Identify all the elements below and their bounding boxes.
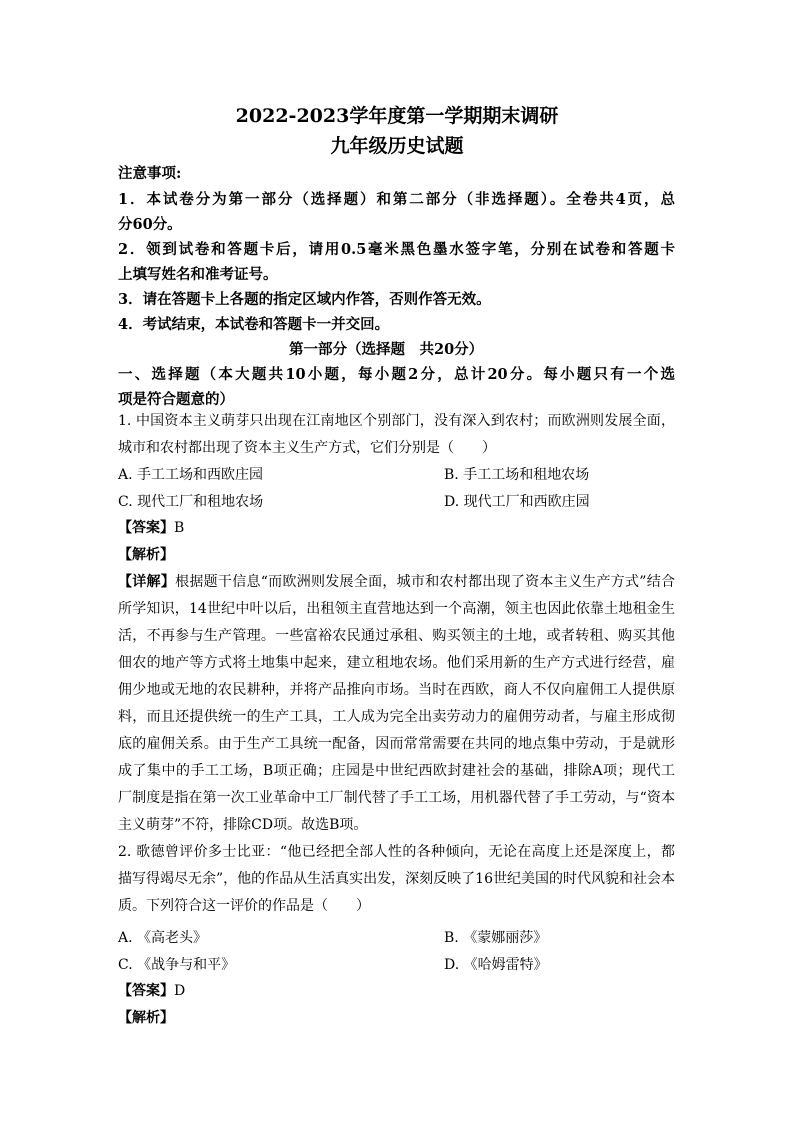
q2-option-c: C. 《战争与和平》: [118, 957, 236, 973]
q1-option-d: D. 现代工厂和西欧庄园: [444, 494, 590, 510]
q2-stem-line: 2. 歌德曾评价多士比亚：“他已经把全部人性的各种倾向，无论在高度上还是深度上，都: [118, 844, 675, 860]
detail-text: 根据题干信息“而欧洲则发展全面，城市和农村都出现了资本主义生产方式”结合: [175, 574, 676, 590]
q1-analysis-tag: 【解析】: [118, 547, 174, 563]
answer-value: D: [174, 983, 186, 999]
notice-line: 4．考试结束，本试卷和答题卡一并交回。: [118, 316, 390, 333]
notice-line: 1．本试卷分为第一部分（选择题）和第二部分（非选择题）。全卷共4页，总: [118, 191, 675, 208]
notice-line: 上填写姓名和准考证号。: [118, 266, 278, 283]
q1-answer: [118, 517, 184, 537]
q2-stem-line: 质。下列符合这一评价的作品是（ ）: [118, 898, 370, 914]
notice-heading: 注意事项:: [118, 165, 182, 182]
q2-stem-line: 描写得竭尽无余”，他的作品从生活真实出发，深刻反映了16世纪美国的时代风貌和社会本: [118, 871, 675, 887]
q1-detail-line: 厂制度是指在第一次工业革命中工厂制代替了手工工场，用机器代替了手工劳动，与“资本: [118, 790, 675, 806]
exam-subtitle: 九年级历史试题: [330, 135, 464, 157]
answer-tag: 【答案】: [118, 983, 174, 999]
q2-analysis-tag: 【解析】: [118, 1010, 174, 1026]
notice-line: 2．领到试卷和答题卡后，请用0.5毫米黑色墨水签字笔，分别在试卷和答题卡: [118, 241, 675, 258]
q1-detail-line: 活，不再参与生产管理。一些富裕农民通过承租、购买领主的土地，或者转租、购买其他: [118, 628, 675, 644]
answer-value: B: [174, 520, 185, 536]
detail-tag: 【详解】: [118, 574, 176, 590]
q1-detail-line: 主义萌芽”不符，排除CD项。故选B项。: [118, 817, 368, 833]
section-instructions-line1: 一、选择题（本大题共10小题，每小题2分，总计20分。每小题只有一个选: [118, 366, 675, 383]
q1-option-b: B. 手工工场和租地农场: [444, 467, 590, 483]
notice-line: 分60分。: [118, 216, 182, 233]
notice-line: 3．请在答题卡上各题的指定区域内作答，否则作答无效。: [118, 291, 491, 308]
q1-detail-line: [118, 571, 675, 591]
q2-option-a: A. 《高老头》: [118, 930, 208, 946]
answer-tag: 【答案】: [118, 520, 174, 536]
part1-heading: 第一部分（选择题 共20分）: [289, 341, 484, 358]
q1-detail-line: 佃农的地产等方式将土地集中起来，建立租地农场。他们采用新的生产方式进行经营，雇: [118, 655, 675, 671]
q1-stem-line: 城市和农村都出现了资本主义生产方式，它们分别是（ ）: [118, 440, 496, 456]
q1-detail-line: 所学知识，14世纪中叶以后，出租领主直营地达到一个高潮，领主也因此依靠土地租金生: [118, 601, 675, 617]
q2-answer: [118, 980, 185, 1000]
q1-option-a: A. 手工工场和西欧庄园: [118, 467, 264, 483]
q1-detail-line: 料，而且还提供统一的生产工具，工人成为完全出卖劳动力的雇佣劳动者，与雇主形成彻: [118, 709, 675, 725]
q2-option-b: B. 《蒙娜丽莎》: [444, 930, 548, 946]
q1-option-c: C. 现代工厂和租地农场: [118, 494, 264, 510]
q1-detail-line: 底的雇佣关系。由于生产工具统一配备，因而常常需要在共同的地点集中劳动，于是就形: [118, 736, 675, 752]
section-instructions-line2: 项是符合题意的）: [118, 391, 234, 408]
q1-detail-line: 佣少地或无地的农民耕种，并将产品推向市场。当时在西欧，商人不仅向雇佣工人提供原: [118, 682, 675, 698]
q1-detail-line: 成了集中的手工工场，B项正确；庄园是中世纪西欧封建社会的基础，排除A项；现代工: [118, 763, 675, 779]
q1-stem-line: 1. 中国资本主义萌芽只出现在江南地区个别部门，没有深入到农村；而欧洲则发展全面，: [118, 413, 675, 429]
q2-option-d: D. 《哈姆雷特》: [444, 957, 548, 973]
exam-title: 2022-2023学年度第一学期期末调研: [235, 105, 559, 127]
